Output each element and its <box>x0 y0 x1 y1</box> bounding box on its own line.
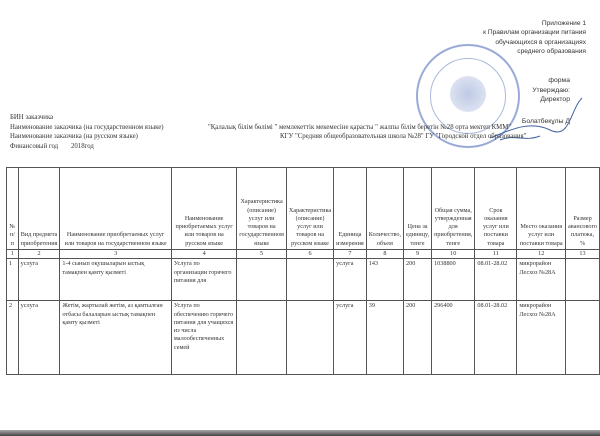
row-place: микрорайон Лесхоз №28А <box>517 301 566 375</box>
annex-line: Приложение 1 <box>541 20 586 27</box>
annex-block <box>483 19 586 56</box>
row-desc-ru <box>286 301 333 375</box>
column-number: 13 <box>566 250 600 259</box>
header-cell: № п/п <box>7 168 19 250</box>
row-unit: услуга <box>334 301 367 375</box>
row-name-ru: Услуга по организации горячего питания для <box>171 259 236 301</box>
header-cell: Вид предмета приобретения <box>18 168 60 250</box>
annex-line: обучающихся в организациях <box>495 38 586 46</box>
header-cell: Срок оказания услуг или поставки товара <box>475 168 517 250</box>
column-number: 9 <box>404 250 432 259</box>
table-row <box>7 259 600 301</box>
row-name-ru: Услуга по обеспечению горячего питания для учащихся из числа малообеспеченных семей <box>171 301 236 375</box>
row-name-kz: Жетім, жартылай жетім, аз қамтылған отбасы балаларын ыстық тамақпен қамту қызметі <box>60 301 172 375</box>
scan-edge <box>0 430 600 436</box>
financial-year-label: Финансовый год <box>10 143 59 150</box>
row-number: 1 <box>7 259 19 301</box>
column-number: 12 <box>517 250 566 259</box>
header-cell: Общая сумма, утвержденная для приобретения, тенге <box>432 168 475 250</box>
row-price: 200 <box>404 301 432 375</box>
row-total: 296400 <box>432 301 475 375</box>
customer-name-state-label: Наименование заказчика (на государственном языке) <box>10 124 164 131</box>
header-cell: Количество, объем <box>366 168 403 250</box>
header-cell: Характеристика (описание) услуг или товаров на русском языке <box>286 168 333 250</box>
annex-line: среднего образования <box>517 47 586 55</box>
row-advance <box>566 301 600 375</box>
row-place: микрорайон Лесхоз №28А <box>517 259 566 301</box>
column-number: 4 <box>171 250 236 259</box>
column-number: 11 <box>475 250 517 259</box>
row-type: услуга <box>18 259 60 301</box>
row-term: 08.01-28.02 <box>475 259 517 301</box>
row-qty: 143 <box>366 259 403 301</box>
row-desc-kz <box>237 301 287 375</box>
column-number: 10 <box>432 250 475 259</box>
row-name-kz: 1-4 сынып оқушыларын ыстық тамақпен қамту қызметі <box>60 259 172 301</box>
column-number: 2 <box>18 250 60 259</box>
row-price: 200 <box>404 259 432 301</box>
column-number: 3 <box>60 250 172 259</box>
header-cell: Наименование приобретаемых услуг или товаров на русском языке <box>171 168 236 250</box>
header-cell: Цена за единицу, тенге <box>404 168 432 250</box>
row-advance <box>566 259 600 301</box>
procurement-table <box>6 167 600 375</box>
header-cell: Место оказания услуг или поставки товара <box>517 168 566 250</box>
row-desc-kz <box>237 259 287 301</box>
approve-label: Утверждаю: <box>532 86 570 94</box>
row-total: 1038800 <box>432 259 475 301</box>
row-unit: услуга <box>334 259 367 301</box>
director-label: Директор <box>540 96 570 103</box>
column-number: 7 <box>334 250 367 259</box>
form-label: форма <box>548 77 570 84</box>
header-cell: Характеристика (описание) услуг или товаров на государственном языке <box>237 168 287 250</box>
row-number: 2 <box>7 301 19 375</box>
column-number: 1 <box>7 250 19 259</box>
financial-year-value: 2018год <box>71 143 94 150</box>
customer-name-ru-label: Наименование заказчика (на русском языке) <box>10 133 138 140</box>
director-name: Болатбекұлы Д <box>521 117 570 125</box>
customer-name-ru-value: КГУ "Средняя общеобразовательная школа №28" ГУ "Городской отдел образования" <box>280 133 527 140</box>
column-number: 5 <box>237 250 287 259</box>
row-qty: 39 <box>366 301 403 375</box>
annex-line: к Правилам организации питания <box>483 29 586 37</box>
row-desc-ru <box>286 259 333 301</box>
row-type: услуга <box>18 301 60 375</box>
header-cell: Наименование приобретаемых услуг или товаров на государственном языке <box>60 168 172 250</box>
header-cell: Размер авансового платежа, % <box>566 168 600 250</box>
column-number: 8 <box>366 250 403 259</box>
table-row <box>7 301 600 375</box>
customer-name-state-value: "Қалалық білім бөлімі " мемлекеттік мекемесіне қарасты " жалпы білім беретін №28 орта мектеп КММ" <box>208 124 512 131</box>
header-cell: Единица измерения <box>334 168 367 250</box>
bin-label: БИН заказчика <box>10 114 54 121</box>
signature-icon <box>470 90 590 150</box>
row-term: 08.01-28.02 <box>475 301 517 375</box>
column-number: 6 <box>286 250 333 259</box>
